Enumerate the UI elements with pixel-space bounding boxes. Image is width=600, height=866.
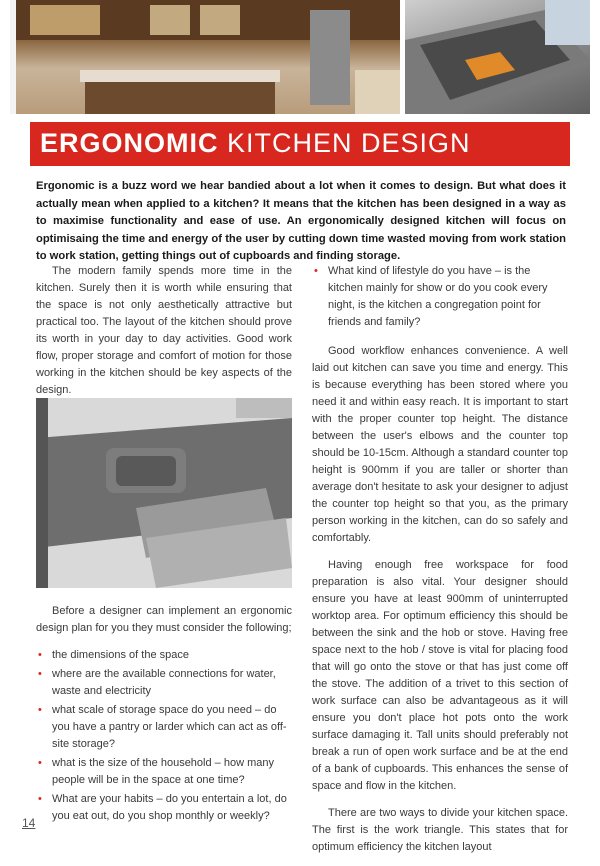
left-paragraph-1: The modern family spends more time in the kitchen. Surely then it is worth while ensuring that the space is not only aesthetically attractive but practical too. The layout of the kitchen should prove its worth in your day to day activities. Good work flow, proper storage and comfort of motion for those working in the kitchen should be key aspects of the design. <box>36 265 292 396</box>
list-item: • What kind of lifestyle do you have – is the kitchen mainly for show or do you cook every night, is the kitchen a congregation point for friends and family? <box>312 263 568 331</box>
page-number: 14 <box>22 816 36 830</box>
list-item: • the dimensions of the space <box>36 647 292 664</box>
list-item: • what is the size of the household – how many people will be in the space at one time? <box>36 755 292 789</box>
lifestyle-list <box>312 263 568 331</box>
right-column <box>312 263 568 866</box>
drawer-organizer-photo <box>405 0 590 114</box>
title-banner <box>30 122 570 166</box>
title-light: KITCHEN DESIGN <box>227 128 471 158</box>
list-item: • What are your habits – do you entertain a lot, do you eat out, do you shop monthly or weekly? <box>36 791 292 825</box>
title-bold: ERGONOMIC <box>40 128 219 158</box>
intro-paragraph: Ergonomic is a buzz word we hear bandied about a lot when it comes to design. But what does it actually mean when applied to a kitchen? It means that the kitchen has been designed in a way as to maximise functionality and ease of use. An ergonomically designed kitchen will focus on optimisaing the time and energy of the user by cutting down time wasted moving from work station to work station, getting things out of cupboards and finding storage. <box>36 180 566 262</box>
left-paragraph-2: Before a designer can implement an ergonomic design plan for you they must consider the following; <box>36 605 292 634</box>
right-paragraph-2: Having enough free workspace for food preparation is also vital. Your designer should ensure you have at least 900mm of uninterrupted worktop area. For optimum efficiency this should be between the sink and the hob or stove. Having free space next to the hob / stove is vital for placing food that will go onto the stove or that has just come off the stove. The addition of a trivet to this section of work surface can also be advantageous as it will ensure you don't place hot pots onto the work surface damaging it. Tall units should preferably not break a run of open work surface and be at the end of a bank of cupboards. This enhances the sense of space and flow in the kitchen. <box>312 559 568 792</box>
list-item: • what scale of storage space do you need – do you have a pantry or larder which can act as off-site storage? <box>36 702 292 753</box>
left-column-bottom <box>36 603 292 827</box>
considerations-list <box>36 647 292 825</box>
page-title <box>40 128 471 159</box>
list-item: • where are the available connections for water, waste and electricity <box>36 666 292 700</box>
right-paragraph-3: There are two ways to divide your kitchen space. The first is the work triangle. This states that for optimum efficiency the kitchen layout <box>312 807 568 853</box>
kitchen-photo <box>10 0 400 114</box>
left-column-top <box>36 263 292 409</box>
right-paragraph-1: Good workflow enhances convenience. A well laid out kitchen can save you time and energy. This is because everything has been stored where you need it and within easy reach. It is important to start with the proper counter top height. The distance between the user's elbows and the counter top should be 10-15cm. Although a standard counter top height is 900mm if you are taller or shorter than average don't hesitate to ask your designer to adjust the counter top height so that you, as the primary person working in the kitchen, can do so safely and comfortably. <box>312 345 568 544</box>
sink-drawer-photo <box>36 398 292 588</box>
